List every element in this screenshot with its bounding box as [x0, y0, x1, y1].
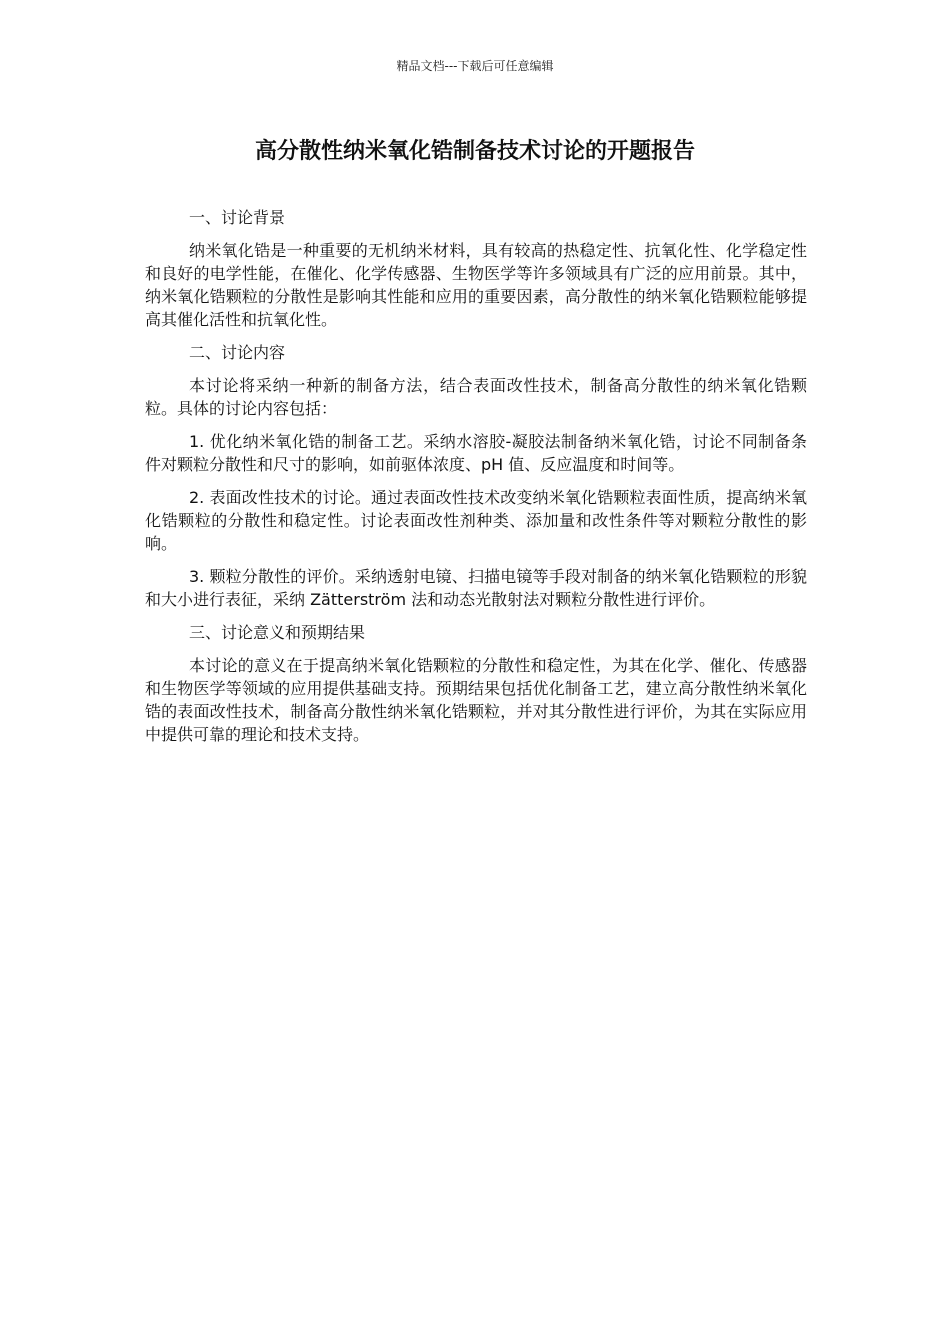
- paragraph-content-item-3: 3. 颗粒分散性的评价。采纳透射电镜、扫描电镜等手段对制备的纳米氧化锆颗粒的形貌和大小进行表征，采纳 Zätterström 法和动态光散射法对颗粒分散性进行评价。: [145, 567, 807, 609]
- paragraph-content-item-2: 2. 表面改性技术的讨论。通过表面改性技术改变纳米氧化锆颗粒表面性质，提高纳米氧化锆颗粒的分散性和稳定性。讨论表面改性剂种类、添加量和改性条件等对颗粒分散性的影响。: [145, 488, 807, 553]
- paragraph-significance: 本讨论的意义在于提高纳米氧化锆颗粒的分散性和稳定性，为其在化学、催化、传感器和生物医学等领域的应用提供基础支持。预期结果包括优化制备工艺，建立高分散性纳米氧化锆的表面改性技术，制备高分散性纳米氧化锆颗粒，并对其分散性进行评价，为其在实际应用中提供可靠的理论和技术支持。: [145, 656, 807, 744]
- paragraph-content-item-1: 1. 优化纳米氧化锆的制备工艺。采纳水溶胶-凝胶法制备纳米氧化锆，讨论不同制备条件对颗粒分散性和尺寸的影响，如前驱体浓度、pH 值、反应温度和时间等。: [145, 432, 807, 474]
- section-heading-significance: 三、讨论意义和预期结果: [189, 623, 366, 642]
- section-heading-content: 二、讨论内容: [189, 343, 286, 362]
- paragraph-background: 纳米氧化锆是一种重要的无机纳米材料，具有较高的热稳定性、抗氧化性、化学稳定性和良好的电学性能，在催化、化学传感器、生物医学等许多领域具有广泛的应用前景。其中，纳米氧化锆颗粒的分散性是影响其性能和应用的重要因素，高分散性的纳米氧化锆颗粒能够提高其催化活性和抗氧化性。: [145, 241, 807, 329]
- document-title: 高分散性纳米氧化锆制备技术讨论的开题报告: [254, 139, 695, 164]
- header-note: 精品文档---下载后可任意编辑: [396, 59, 554, 73]
- section-heading-background: 一、讨论背景: [189, 208, 286, 227]
- document-body: [145, 206, 807, 756]
- paragraph-content-intro: 本讨论将采纳一种新的制备方法，结合表面改性技术，制备高分散性的纳米氧化锆颗粒。具体的讨论内容包括：: [145, 376, 807, 418]
